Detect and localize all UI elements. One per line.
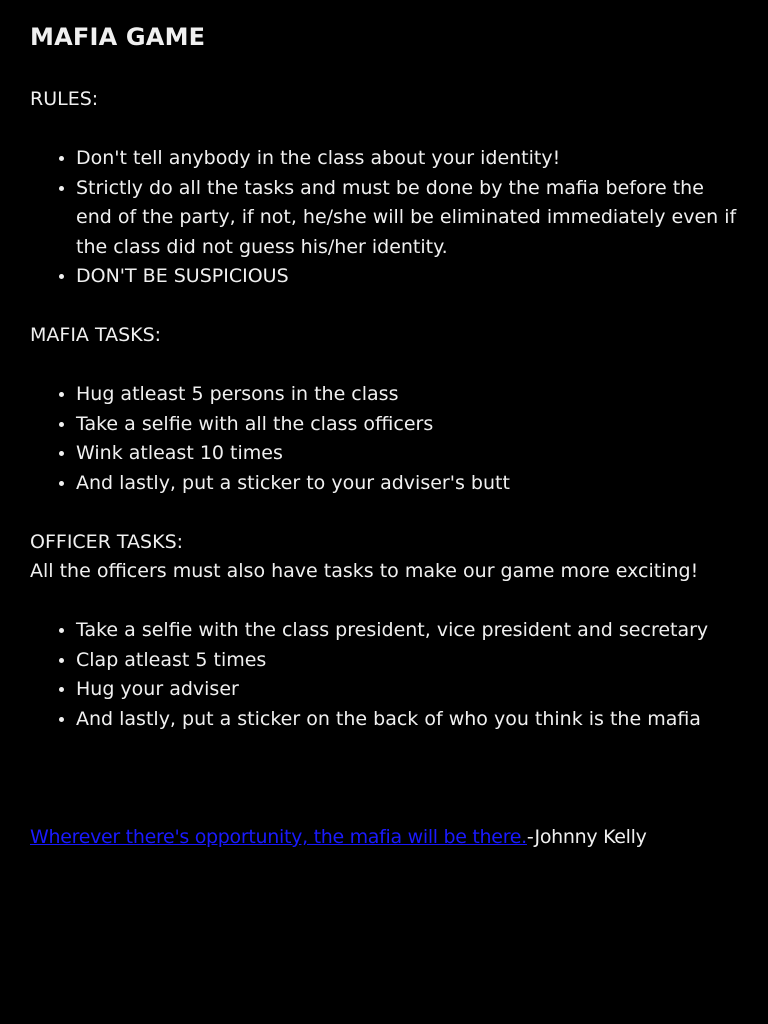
- rules-heading: RULES:: [30, 88, 99, 110]
- quote: [30, 823, 647, 853]
- officer-task-item: • Clap atleast 5 times: [76, 646, 745, 676]
- quote-author: -Johnny Kelly: [526, 826, 647, 848]
- officer-tasks-intro: All the officers must also have tasks to make our game more exciting!: [30, 560, 699, 582]
- mafia-task-item: • And lastly, put a sticker to your adviser's butt: [76, 469, 745, 499]
- rules-list: [30, 144, 745, 292]
- mafia-task-item: • Wink atleast 10 times: [76, 439, 745, 469]
- mafia-tasks-heading: MAFIA TASKS:: [30, 324, 162, 346]
- spacer: [30, 351, 745, 381]
- page-title: MAFIA GAME: [30, 23, 206, 51]
- spacer: [30, 587, 745, 617]
- mafia-task-item: • Take a selfie with all the class officers: [76, 410, 745, 440]
- rules-item: • DON'T BE SUSPICIOUS: [76, 262, 745, 292]
- spacer: [30, 292, 745, 322]
- officer-task-item: • Hug your adviser: [76, 675, 745, 705]
- rules-item: • Strictly do all the tasks and must be done by the mafia before the end of the party, if not, he/she will be eliminated immediately even if the class did not guess his/her identity.: [76, 174, 745, 263]
- quote-link[interactable]: Wherever there's opportunity, the mafia will be there.: [30, 826, 527, 848]
- rules-item: • Don't tell anybody in the class about your identity!: [76, 144, 745, 174]
- officer-tasks-heading: OFFICER TASKS:: [30, 530, 184, 553]
- spacer: [30, 498, 745, 528]
- mafia-task-item: • Hug atleast 5 persons in the class: [76, 380, 745, 410]
- spacer: [30, 115, 745, 145]
- officer-tasks-list: [30, 616, 745, 734]
- content: [30, 85, 745, 734]
- officer-task-item: • And lastly, put a sticker on the back of who you think is the mafia: [76, 705, 745, 735]
- officer-task-item: • Take a selfie with the class president, vice president and secretary: [76, 616, 745, 646]
- mafia-tasks-list: [30, 380, 745, 498]
